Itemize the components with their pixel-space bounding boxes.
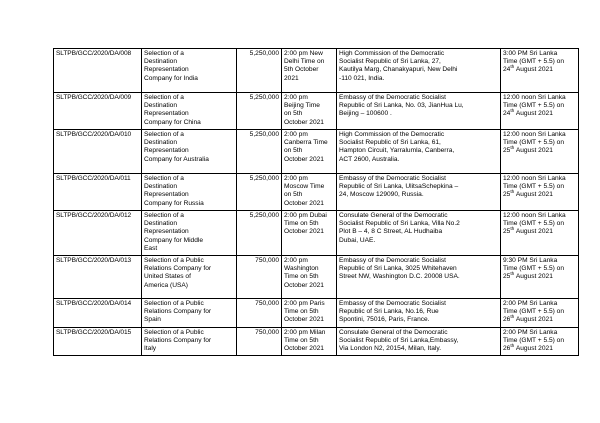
deadline-day: 25 [503, 273, 511, 281]
description-line: America (USA) [144, 281, 188, 289]
description-line: East [144, 245, 158, 253]
reference-number-cell [54, 299, 142, 328]
table-row [54, 49, 579, 93]
deadline-day: 25 [503, 147, 511, 155]
description-line: Company for China [144, 118, 201, 126]
opening-time-line: October 2021 [284, 155, 324, 163]
deadline-date [503, 316, 576, 324]
opening-time-line: 2:00 pm New [284, 49, 323, 57]
reference-number-cell [54, 211, 142, 256]
reference-number: SLTPB/GCC/2020/DA/012 [56, 211, 132, 219]
deadline-line: 2:00 PM Sri Lanka [503, 299, 558, 307]
venue-line: Beijing – 100600 . [339, 110, 392, 118]
reference-number-cell [54, 328, 142, 356]
deadline-day-suffix: th [510, 227, 515, 233]
venue-line: High Commission of the Democratic [339, 130, 445, 138]
opening-time-line: 2:00 pm [284, 93, 308, 101]
deadline-month-year: August 2021 [514, 228, 553, 236]
description-line: Selection of a [144, 130, 184, 138]
opening-time-line: 2:00 pm Dubai [284, 211, 327, 219]
opening-time-cell [282, 49, 337, 93]
opening-time-cell [282, 211, 337, 256]
amount-cell [237, 130, 282, 174]
amount-value: 750,000 [255, 256, 279, 264]
opening-time-line: Time on 5th [284, 336, 319, 344]
table-row [54, 93, 579, 130]
reference-number-cell [54, 130, 142, 174]
venue-line: 24, Moscow 129090, Russia. [339, 191, 424, 199]
opening-time-cell [282, 328, 337, 356]
opening-time-line: October 2021 [284, 281, 324, 289]
deadline-line: Time (GMT + 5.5) on [503, 57, 565, 65]
description-line: Destination [144, 138, 177, 146]
description-cell [142, 49, 237, 93]
deadline-date [503, 345, 576, 353]
venue-line: Plot B – 4, 8 C Street, AL Hudhaiba [339, 228, 443, 236]
deadline-month-year: August 2021 [514, 66, 553, 74]
opening-time-line: October 2021 [284, 345, 324, 353]
deadline-date [503, 110, 576, 118]
description-line: Company for Russia [144, 199, 204, 207]
venue-line: Socialist Republic of Sri Lanka, 27, [339, 57, 441, 65]
deadline-line: Time (GMT + 5.5) on [503, 101, 565, 109]
description-line: Destination [144, 219, 177, 227]
deadline-month-year: August 2021 [514, 345, 553, 353]
venue-line: Republic of Sri Lanka, No.16, Rue [339, 307, 439, 315]
venue-line: Republic of Sri Lanka, UlitsaSchepkina – [339, 182, 459, 190]
amount-cell [237, 211, 282, 256]
venue-line: Republic of Sri Lanka, No. 03, JianHua Lu, [339, 101, 464, 109]
deadline-date [503, 147, 576, 155]
deadline-line: Time (GMT + 5.5) on [503, 182, 565, 190]
opening-time-cell [282, 93, 337, 130]
venue-line: Socialist Republic of Sri Lanka,Embassy, [339, 336, 459, 344]
venue-line: Embassy of the Democratic Socialist [339, 256, 447, 264]
opening-time-cell [282, 130, 337, 174]
reference-number: SLTPB/GCC/2020/DA/008 [56, 49, 132, 57]
amount-cell [237, 49, 282, 93]
deadline-line: Time (GMT + 5.5) on [503, 138, 565, 146]
description-cell [142, 211, 237, 256]
deadline-day: 24 [503, 110, 511, 118]
deadline-cell [501, 174, 579, 211]
description-line: Relations Company for [144, 336, 212, 344]
opening-time-line: 2:00 pm Paris [284, 299, 325, 307]
deadline-cell [501, 93, 579, 130]
description-cell [142, 93, 237, 130]
table-row [54, 328, 579, 356]
deadline-month-year: August 2021 [514, 191, 553, 199]
amount-value: 5,250,000 [249, 130, 279, 138]
description-line: Destination [144, 101, 177, 109]
amount-value: 5,250,000 [249, 174, 279, 182]
venue-line: Republic of Sri Lanka, 3025 Whitehaven [339, 264, 457, 272]
description-cell [142, 174, 237, 211]
opening-time-line: Time on 5th [284, 307, 319, 315]
table-row [54, 130, 579, 174]
deadline-day-suffix: th [510, 146, 515, 152]
description-line: Selection of a [144, 49, 184, 57]
description-cell [142, 256, 237, 299]
venue-line: -110 021, India. [339, 74, 385, 82]
opening-time-line: Delhi Time on [284, 57, 325, 65]
opening-time-line: 2:00 pm [284, 256, 308, 264]
description-line: Relations Company for [144, 264, 212, 272]
description-line: Destination [144, 57, 177, 65]
deadline-day-suffix: th [510, 272, 515, 278]
description-line: Representation [144, 147, 189, 155]
amount-cell [237, 256, 282, 299]
deadline-line: 12:00 noon Sri Lanka [503, 174, 566, 182]
deadline-line: 12:00 noon Sri Lanka [503, 130, 566, 138]
opening-time-line: October 2021 [284, 316, 324, 324]
description-line: Italy [144, 345, 157, 353]
deadline-day-suffix: th [510, 190, 515, 196]
procurement-table [53, 48, 579, 356]
amount-cell [237, 174, 282, 211]
deadline-line: 3:00 PM Sri Lanka [503, 49, 558, 57]
venue-line: Consulate General of the Democratic [339, 328, 448, 336]
deadline-day: 26 [503, 345, 511, 353]
deadline-day-suffix: th [510, 65, 515, 71]
venue-cell [337, 49, 501, 93]
deadline-cell [501, 256, 579, 299]
opening-time-line: Canberra Time [284, 138, 328, 146]
description-line: Representation [144, 191, 189, 199]
reference-number: SLTPB/GCC/2020/DA/013 [56, 256, 132, 264]
venue-line: ACT 2600, Australia. [339, 155, 400, 163]
description-line: Selection of a [144, 174, 184, 182]
reference-number: SLTPB/GCC/2020/DA/014 [56, 299, 132, 307]
venue-cell [337, 299, 501, 328]
description-line: Selection of a Public [144, 256, 204, 264]
venue-cell [337, 174, 501, 211]
description-cell [142, 299, 237, 328]
opening-time-line: 2:00 pm [284, 174, 308, 182]
deadline-day: 25 [503, 191, 511, 199]
deadline-line: Time (GMT + 5.5) on [503, 264, 565, 272]
description-line: Selection of a [144, 211, 184, 219]
deadline-day: 25 [503, 228, 511, 236]
description-line: United States of [144, 273, 191, 281]
description-line: Representation [144, 66, 189, 74]
reference-number-cell [54, 174, 142, 211]
deadline-date [503, 66, 576, 74]
deadline-day-suffix: th [510, 109, 515, 115]
opening-time-line: October 2021 [284, 199, 324, 207]
reference-number-cell [54, 49, 142, 93]
amount-cell [237, 328, 282, 356]
opening-time-line: Washington [284, 264, 319, 272]
venue-line: Consulate General of the Democratic [339, 211, 448, 219]
deadline-date [503, 273, 576, 281]
table-row [54, 174, 579, 211]
opening-time-line: Moscow Time [284, 182, 325, 190]
opening-time-line: on 5th [284, 191, 303, 199]
opening-time-line: 2021 [284, 74, 299, 82]
deadline-day-suffix: th [510, 315, 515, 321]
opening-time-line: 5th October [284, 66, 319, 74]
description-line: Selection of a Public [144, 328, 204, 336]
deadline-day: 26 [503, 316, 511, 324]
deadline-month-year: August 2021 [514, 147, 553, 155]
deadline-day-suffix: th [510, 344, 515, 350]
reference-number: SLTPB/GCC/2020/DA/011 [56, 174, 131, 182]
opening-time-cell [282, 174, 337, 211]
reference-number-cell [54, 93, 142, 130]
amount-cell [237, 299, 282, 328]
table-row [54, 299, 579, 328]
opening-time-cell [282, 299, 337, 328]
deadline-month-year: August 2021 [514, 316, 553, 324]
venue-line: Socialist Republic of Sri Lanka, Villa No.2 [339, 219, 460, 227]
deadline-month-year: August 2021 [514, 273, 553, 281]
venue-line: Socialist Republic of Sri Lanka, 61, [339, 138, 441, 146]
deadline-date [503, 228, 576, 236]
deadline-line: 12:00 noon Sri Lanka [503, 211, 566, 219]
table-row [54, 256, 579, 299]
venue-line: Hampton Circuit, Yarralumla, Canberra, [339, 147, 455, 155]
deadline-line: 9:30 PM Sri Lanka [503, 256, 558, 264]
venue-cell [337, 256, 501, 299]
deadline-cell [501, 211, 579, 256]
opening-time-line: 2:00 pm Milan [284, 328, 326, 336]
venue-line: Embassy of the Democratic Socialist [339, 299, 447, 307]
description-line: Representation [144, 228, 189, 236]
description-cell [142, 130, 237, 174]
venue-line: Embassy of the Democratic Socialist [339, 93, 447, 101]
deadline-line: Time (GMT + 5.5) on [503, 307, 565, 315]
amount-value: 750,000 [255, 299, 279, 307]
description-line: Selection of a [144, 93, 184, 101]
reference-number-cell [54, 256, 142, 299]
opening-time-line: 2:00 pm [284, 130, 308, 138]
opening-time-line: Beijing Time [284, 101, 320, 109]
venue-line: Embassy of the Democratic Socialist [339, 174, 447, 182]
deadline-cell [501, 130, 579, 174]
description-line: Relations Company for [144, 307, 212, 315]
venue-line: Kautilya Marg, Chanakyapuri, New Delhi [339, 66, 458, 74]
deadline-day: 24 [503, 66, 511, 74]
venue-cell [337, 130, 501, 174]
reference-number: SLTPB/GCC/2020/DA/015 [56, 328, 132, 336]
deadline-cell [501, 49, 579, 93]
table-body [54, 49, 579, 356]
deadline-cell [501, 299, 579, 328]
description-line: Spain [144, 316, 161, 324]
description-line: Company for Middle [144, 236, 204, 244]
venue-line: Spontini, 75016, Paris, France. [339, 316, 430, 324]
reference-number: SLTPB/GCC/2020/DA/010 [56, 130, 132, 138]
deadline-line: 12:00 noon Sri Lanka [503, 93, 566, 101]
deadline-cell [501, 328, 579, 356]
description-line: Company for Australia [144, 155, 209, 163]
amount-cell [237, 93, 282, 130]
description-cell [142, 328, 237, 356]
description-line: Selection of a Public [144, 299, 204, 307]
venue-line: Street NW, Washington D.C. 20008 USA. [339, 273, 460, 281]
amount-value: 5,250,000 [249, 211, 279, 219]
description-line: Company for India [144, 74, 198, 82]
deadline-date [503, 191, 576, 199]
venue-line: Dubai, UAE. [339, 236, 376, 244]
venue-cell [337, 211, 501, 256]
amount-value: 750,000 [255, 328, 279, 336]
amount-value: 5,250,000 [249, 93, 279, 101]
opening-time-line: October 2021 [284, 228, 324, 236]
venue-cell [337, 93, 501, 130]
venue-line: High Commission of the Democratic [339, 49, 445, 57]
opening-time-line: on 5th [284, 110, 303, 118]
amount-value: 5,250,000 [249, 49, 279, 57]
opening-time-line: Time on 5th [284, 273, 319, 281]
table-row [54, 211, 579, 256]
venue-cell [337, 328, 501, 356]
venue-line: Via London N2, 20154, Milan, Italy. [339, 345, 442, 353]
deadline-line: Time (GMT + 5.5) on [503, 219, 565, 227]
opening-time-cell [282, 256, 337, 299]
description-line: Representation [144, 110, 189, 118]
opening-time-line: October 2021 [284, 118, 324, 126]
opening-time-line: Time on 5th [284, 219, 319, 227]
deadline-line: Time (GMT + 5.5) on [503, 336, 565, 344]
reference-number: SLTPB/GCC/2020/DA/009 [56, 93, 132, 101]
description-line: Destination [144, 182, 177, 190]
deadline-line: 2:00 PM Sri Lanka [503, 328, 558, 336]
deadline-month-year: August 2021 [514, 110, 553, 118]
opening-time-line: on 5th [284, 147, 303, 155]
